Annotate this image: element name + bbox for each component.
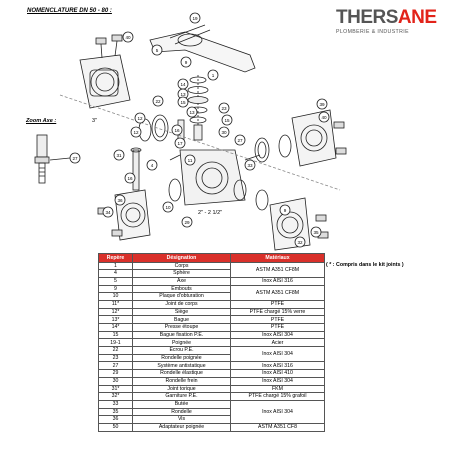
cell-repere: 29 (99, 370, 133, 378)
lever-handle (150, 25, 255, 72)
callout-label: 16 (174, 127, 180, 133)
cell-repere: 22 (99, 347, 133, 355)
cell-materiaux: ASTM A351 CF8 (231, 423, 325, 431)
cell-designation: Presse étoupe (133, 324, 231, 332)
zoom-axe-label: Zoom Axe : (26, 118, 57, 124)
cell-materiaux: ASTM A351 CF8M (231, 262, 325, 277)
cell-repere: 4 (99, 270, 133, 278)
parts-table (98, 253, 325, 432)
cell-materiaux: PTFE (231, 300, 325, 308)
callout-label: 12 (137, 115, 143, 121)
callout-label: 9 (184, 59, 188, 65)
header-materiaux: Matériaux (231, 254, 325, 263)
callout-label: 35 (313, 229, 319, 235)
cell-repere: 11* (99, 300, 133, 308)
callout-label: 15 (224, 117, 230, 123)
callout-label: 34 (105, 209, 111, 215)
cell-materiaux: Inox AISI 304 (231, 400, 325, 423)
callout-label: 12 (133, 129, 139, 135)
cell-repere: 14* (99, 324, 133, 332)
table-row (99, 339, 325, 347)
cell-repere: 5 (99, 277, 133, 285)
callout-label: 40 (321, 114, 327, 120)
callout-label: 19 (192, 15, 198, 21)
callout-label: 40 (125, 34, 131, 40)
page-title: NOMENCLATURE DN 50 - 80 : (27, 8, 112, 14)
cell-designation: Axe (133, 277, 231, 285)
cell-designation: Bague fixation P.E. (133, 331, 231, 339)
right-seats (234, 135, 291, 210)
callout-label: 31 (116, 152, 122, 158)
cell-repere: 32* (99, 393, 133, 401)
callout-label: 29 (184, 219, 190, 225)
cell-designation: Butée (133, 400, 231, 408)
cell-repere: 12* (99, 308, 133, 316)
cell-repere: 35 (99, 408, 133, 416)
table-row (99, 316, 325, 324)
cell-repere: 19-1 (99, 339, 133, 347)
cell-materiaux: Inox AISI 304 (231, 347, 325, 362)
end-flange-top-left (80, 35, 130, 108)
dim-3in-label: 3" (92, 118, 98, 124)
callout-label: 14 (180, 81, 186, 87)
cell-designation: Rondelle élastique (133, 370, 231, 378)
cell-materiaux: PTFE chargé 15% grafoil (231, 393, 325, 401)
table-row (99, 385, 325, 393)
callout-label: 13 (180, 91, 186, 97)
cell-repere: 31* (99, 385, 133, 393)
kit-note: ( * : Compris dans le kit joints ) (326, 262, 404, 268)
callout-label: 33 (247, 162, 253, 168)
callout-label: 30 (221, 129, 227, 135)
callout-label: 23 (221, 105, 227, 111)
table-row (99, 370, 325, 378)
callout-label: 22 (155, 98, 161, 104)
cell-designation: Garniture P.E. (133, 393, 231, 401)
table-row (99, 400, 325, 408)
cell-designation: Siège (133, 308, 231, 316)
cell-designation: Rondelle frein (133, 377, 231, 385)
callout-label: 39 (319, 101, 325, 107)
cell-materiaux: Acier (231, 339, 325, 347)
cell-designation: Embouts (133, 285, 231, 293)
cell-repere: 30 (99, 377, 133, 385)
cell-materiaux: Inox AISI 316 (231, 277, 325, 285)
callout-label: 32 (297, 239, 303, 245)
cell-repere: 36 (99, 416, 133, 424)
table-row (99, 277, 325, 285)
callout-label: 15 (180, 99, 186, 105)
cell-designation: Sphère (133, 270, 231, 278)
cell-repere: 9 (99, 285, 133, 293)
cell-materiaux: PTFE (231, 324, 325, 332)
callout-label: 17 (177, 140, 183, 146)
cell-designation: Bague (133, 316, 231, 324)
cell-designation: Système antistatique (133, 362, 231, 370)
cell-designation: Adaptateur poignée (133, 423, 231, 431)
callout-label: 5 (155, 47, 159, 53)
brand-accent: ANE (397, 7, 437, 28)
table-row (99, 308, 325, 316)
header-designation: Désignation (133, 254, 231, 263)
callout-label: 10 (165, 204, 171, 210)
header-repere: Repère (99, 254, 133, 263)
cell-designation: Ecrou P.E. (133, 347, 231, 355)
callout-label: 27 (237, 137, 243, 143)
table-row (99, 285, 325, 293)
table-row (99, 331, 325, 339)
callout-label: 13 (189, 109, 195, 115)
cell-repere: 23 (99, 354, 133, 362)
cell-materiaux: PTFE (231, 316, 325, 324)
cell-designation: Rondelle (133, 408, 231, 416)
cell-materiaux: ASTM A351 CF8M (231, 285, 325, 300)
table-row (99, 362, 325, 370)
cell-designation: Joint torique (133, 385, 231, 393)
cell-repere: 10 (99, 293, 133, 301)
zoom-axe-part (35, 135, 49, 183)
callout-label: 1 (211, 72, 215, 78)
cell-designation: Plaque d'obturation (133, 293, 231, 301)
cell-designation: Poignée (133, 339, 231, 347)
table-row (99, 423, 325, 431)
cell-repere: 50 (99, 423, 133, 431)
cell-designation: Joint de corps (133, 300, 231, 308)
cell-repere: 15 (99, 331, 133, 339)
cell-materiaux: Inox AISI 304 (231, 377, 325, 385)
cell-materiaux: FKM (231, 385, 325, 393)
cell-materiaux: Inox AISI 316 (231, 362, 325, 370)
table-row (99, 393, 325, 401)
cell-repere: 33 (99, 400, 133, 408)
callout-label: 16 (127, 175, 133, 181)
callout-label: 9 (283, 207, 287, 213)
table-row (99, 347, 325, 355)
cell-materiaux: PTFE chargé 15% verre (231, 308, 325, 316)
brand-tagline: PLOMBERIE & INDUSTRIE (336, 29, 409, 35)
callout-label: 11 (187, 157, 193, 163)
dim-2in-label: 2" - 2 1/2" (198, 210, 223, 216)
table-row (99, 300, 325, 308)
cell-designation: Corps (133, 262, 231, 270)
cell-materiaux: Inox AISI 410 (231, 370, 325, 378)
zoom-leader (50, 158, 70, 160)
cell-materiaux: Inox AISI 304 (231, 331, 325, 339)
cell-repere: 27 (99, 362, 133, 370)
cell-repere: 13* (99, 316, 133, 324)
table-row (99, 262, 325, 270)
brand-main: THERS (336, 7, 398, 28)
table-row (99, 324, 325, 332)
cell-designation: Vis (133, 416, 231, 424)
cell-designation: Rondelle poignée (133, 354, 231, 362)
table-header-row (99, 254, 325, 263)
callout-label: 4 (150, 162, 154, 168)
zoom-callout-label: 27 (72, 155, 78, 161)
callout-label: 36 (117, 197, 123, 203)
table-row (99, 377, 325, 385)
cell-repere: 1 (99, 262, 133, 270)
